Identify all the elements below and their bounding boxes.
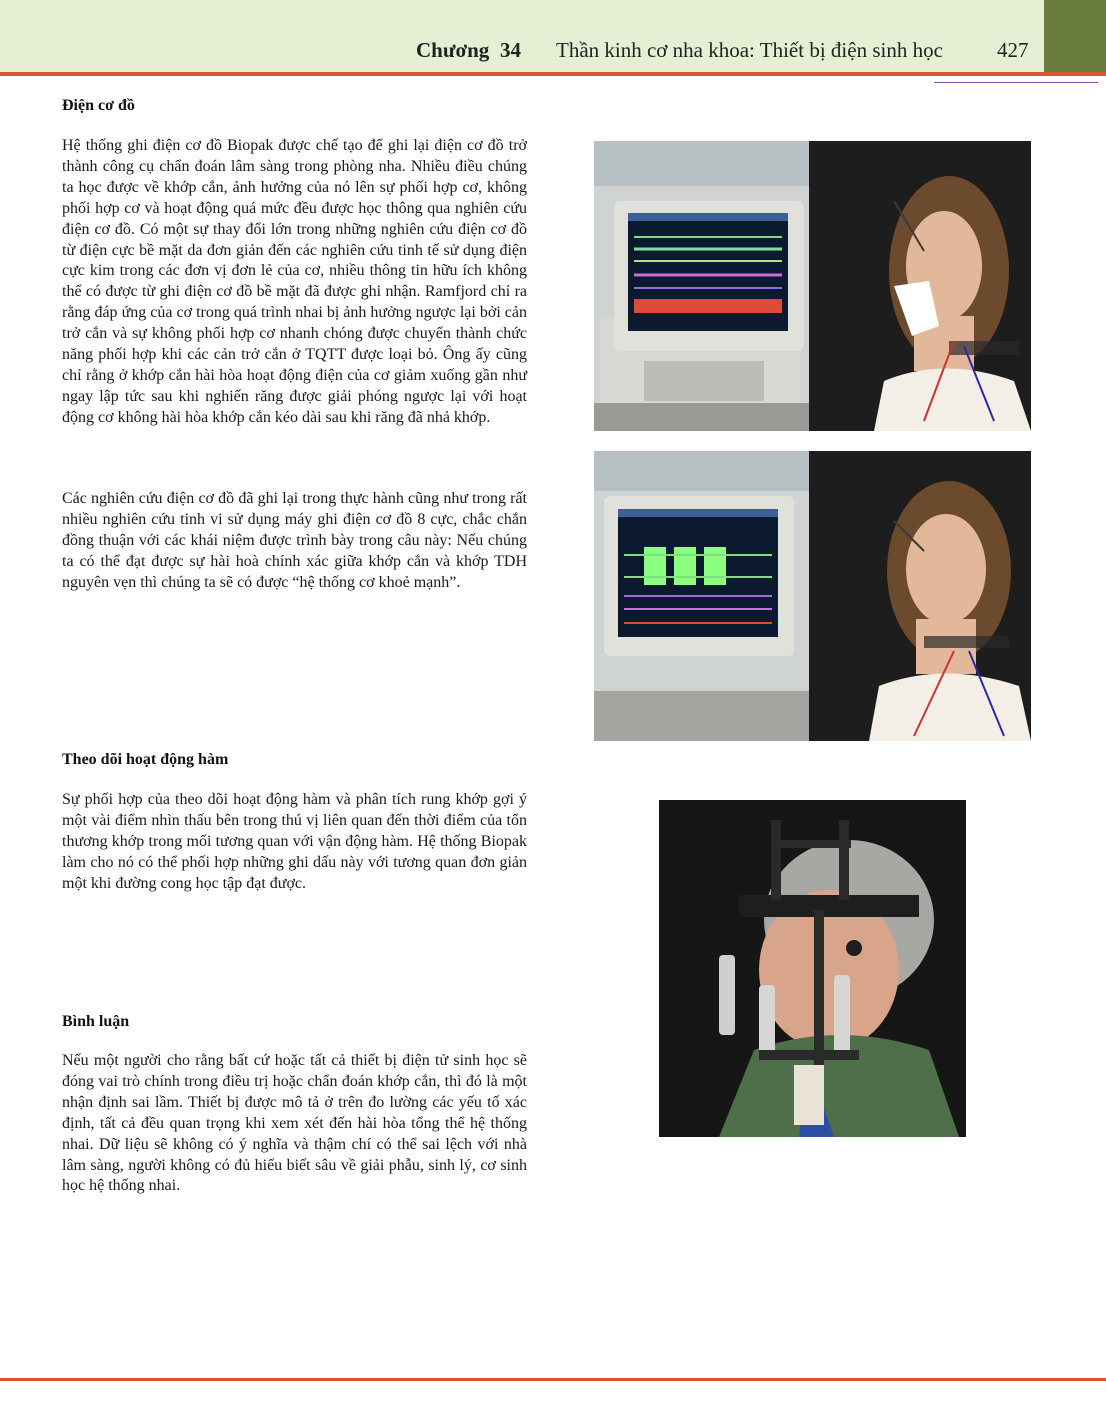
- header-rule: [0, 72, 1106, 76]
- chapter-title: Thần kinh cơ nha khoa: Thiết bị điện sinh học: [556, 38, 943, 62]
- photo-jaw-tracking-headset: [659, 800, 966, 1137]
- photo-emg-recording-drinking: [594, 141, 1031, 431]
- footer-rule: [0, 1378, 1106, 1381]
- page-number: 427: [997, 38, 1029, 62]
- header-tab: [1044, 0, 1106, 72]
- section-heading-commentary: Bình luận: [62, 1013, 130, 1030]
- paragraph-commentary-1: Nếu một người cho rằng bất cứ hoặc tất cả thiết bị điện tử sinh học sẽ đóng vai trò chính trong điều trị hoặc chẩn đoán khớp cắn, thì đó là một nhận định sai lầm. Thiết bị được mô tả ở trên đo lường các yếu tố xác định, tất cả đều quan trọng khi xem xét đến hài hòa tổng thể hệ thống nhai. Dữ liệu sẽ không có ý nghĩa và thậm chí có thể sai lệch với nhà lâm sàng, người không có đủ hiểu biết sâu về giải phẫu, sinh lý, cơ sinh học hệ thống nhai.: [62, 1052, 527, 1195]
- header-thin-rule: [934, 82, 1098, 83]
- paragraph-emg-2: Các nghiên cứu điện cơ đồ đã ghi lại trong thực hành cũng như trong rất nhiều nghiên cứu tinh vi sử dụng máy ghi điện cơ đồ 8 cực, chắc chắn đồng thuận với các khái niệm được trình bày trong câu này: Nếu chúng ta có thể đạt được sự hài hoà chính xác giữa khớp cắn và khớp TDH nguyên vẹn thì chúng ta sẽ có được “hệ thống cơ khoẻ mạnh”.: [62, 490, 527, 591]
- section-heading-jaw-tracking: Theo dõi hoạt động hàm: [62, 751, 229, 768]
- paragraph-emg-1: Hệ thống ghi điện cơ đồ Biopak được chế tạo để ghi lại điện cơ đồ trở thành công cụ chẩn đoán lâm sàng trong phòng nha. Nhiều điều chúng ta học được về khớp cắn, ảnh hưởng của nó lên sự phối hợp cơ, không phối hợp cơ và hoạt động quá mức đều được học thông qua nghiên cứu điện cơ đồ. Có một sự thay đổi lớn trong những nghiên cứu điện cơ đồ từ điện cực bề mặt da đơn giản đến các nghiên cứu tinh tế sử dụng điện cực kim trong các đơn vị đơn lẻ của cơ, nhiều thông tin hữu ích không thể có được từ ghi điện cơ đồ bề mặt đã được ghi nhận. Ramfjord chỉ ra rằng đáp ứng của cơ trong quá trình nhai bị ảnh hưởng ngược lại bởi cản trở cắn và sự không phối hợp cơ nhanh chóng được chuyển thành chức năng phối hợp khi các cản trở cắn ở TQTT được loại bỏ. Ông ấy cũng chỉ rằng ở khớp cắn hài hòa hoạt động điện của cơ giảm xuống gần như ngay lập tức sau khi nghiến răng được giải phóng ngược lại với hoạt động cơ không hài hòa khớp cắn kéo dài sau khi răng đã nhả khớp.: [62, 137, 527, 426]
- photo-emg-recording-rest: [594, 451, 1031, 741]
- chapter-number: 34: [500, 38, 521, 62]
- section-heading-emg: Điện cơ đồ: [62, 97, 135, 114]
- paragraph-jaw-tracking-1: Sự phối hợp của theo dõi hoạt động hàm và phân tích rung khớp gợi ý một vài điểm nhìn thấu bên trong thú vị liên quan đến thời điểm của tổn thương khớp trong mối tương quan với vận động hàm. Hệ thống Biopak làm cho nó có thể phối hợp những ghi dấu này với tương quan đơn giản một khi đường cong học tập đạt được.: [62, 791, 527, 892]
- running-head: [0, 38, 1030, 68]
- chapter-label: Chương: [416, 38, 490, 62]
